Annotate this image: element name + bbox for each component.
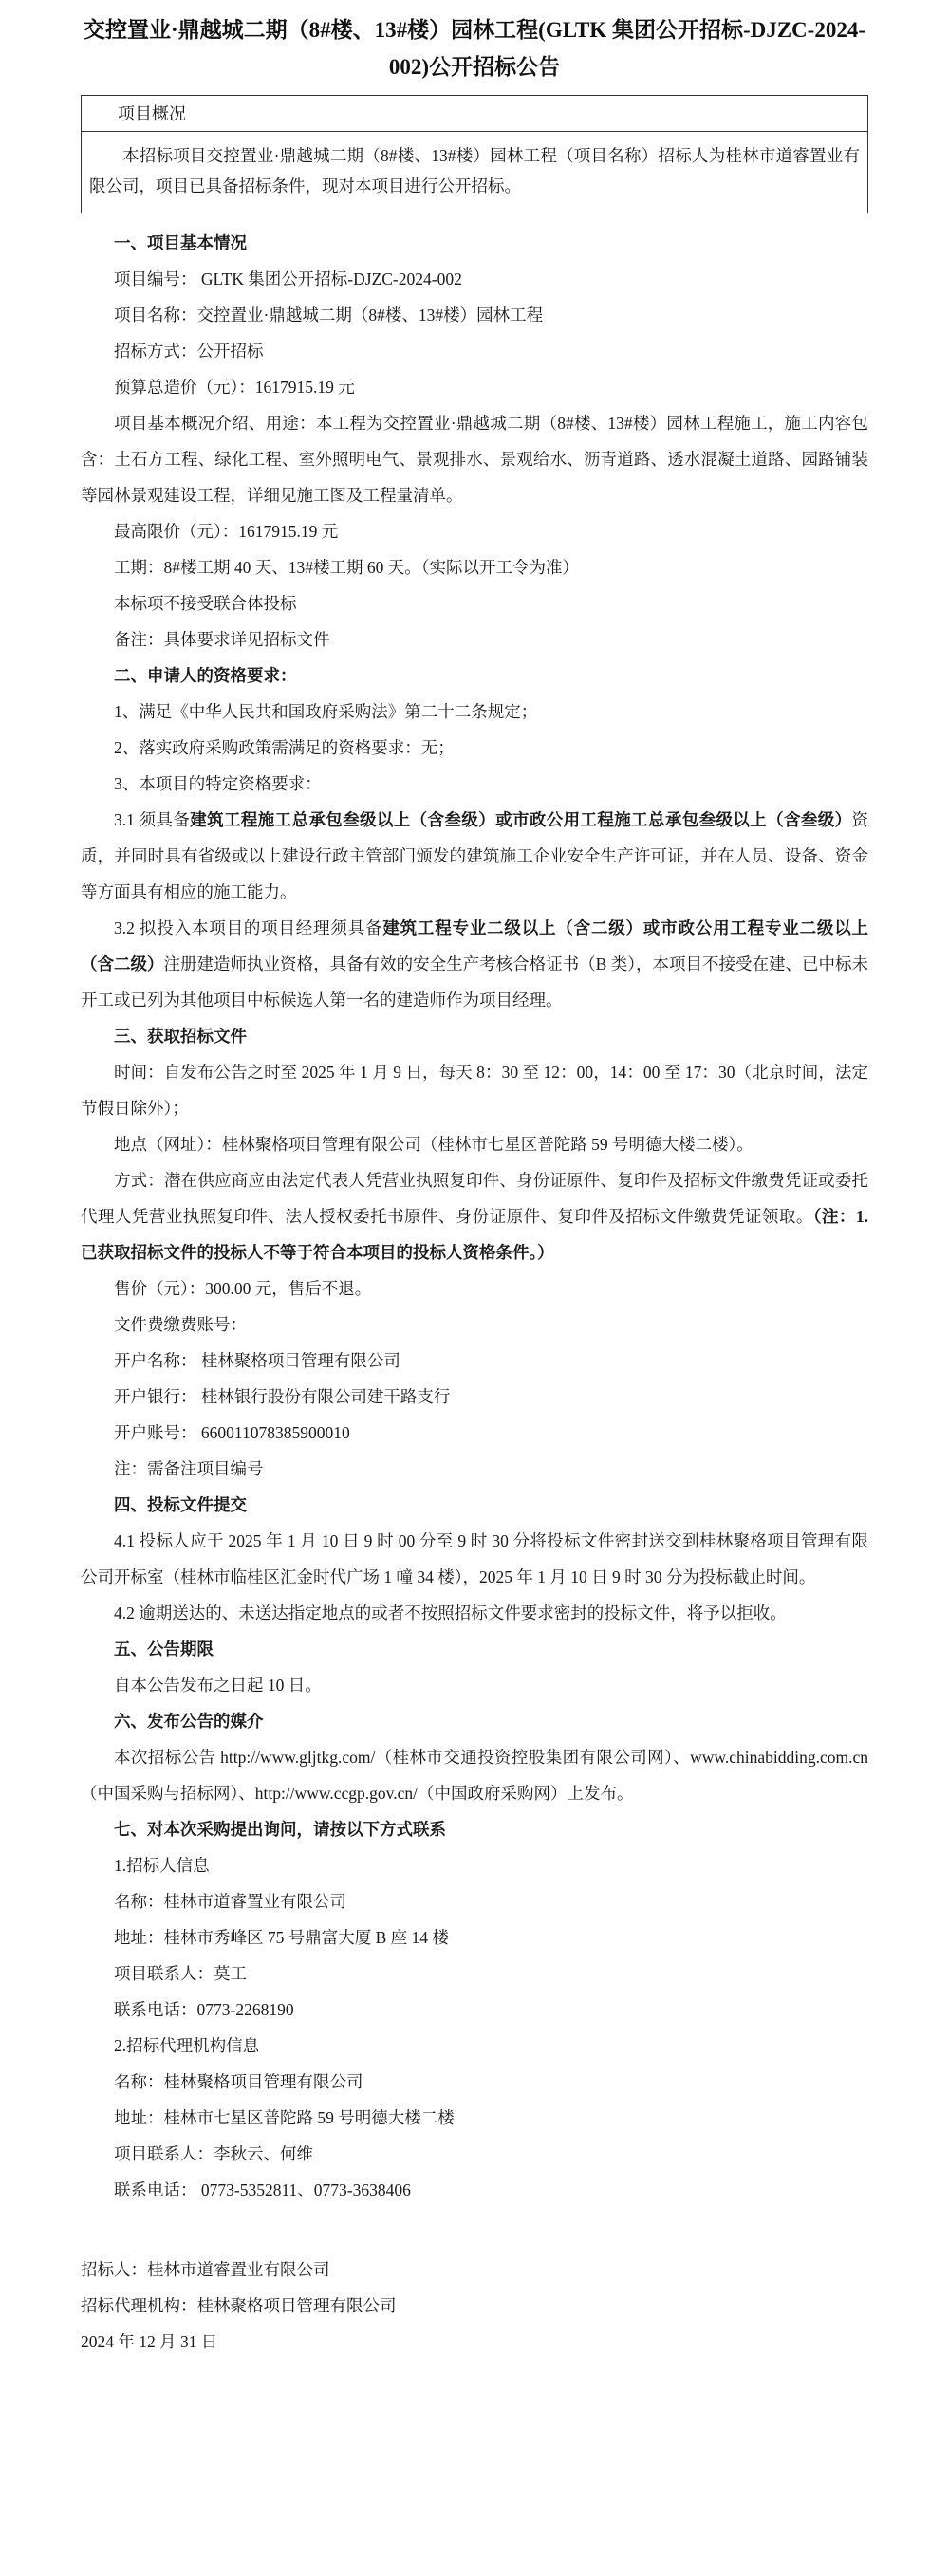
text-run: 备注：具体要求详见招标文件 [114,630,330,649]
text-run: 二、申请人的资格要求： [114,666,297,685]
text-run: 开户名称： 桂林聚格项目管理有限公司 [114,1351,400,1370]
section-heading [81,1631,868,1667]
text-run: 项目编号： GLTK 集团公开招标-DJZC-2024-002 [114,269,462,288]
paragraph [81,1955,868,1992]
paragraph [81,1415,868,1451]
text-run: 三、获取招标文件 [114,1027,247,1046]
text-run: 时间：自发布公告之时至 2025 年 1 月 9 日，每天 8：30 至 12：00，14：00 至 17：30（北京时间，法定节假日除外）； [81,1063,868,1118]
paragraph [81,297,868,333]
text-run: 预算总造价（元）：1617915.19 元 [114,378,355,397]
text-run: 六、发布公告的媒介 [114,1712,264,1731]
emphasized-text: 建筑工程专业二级以上（含二级）或市政公用工程专业二级以上（含二级） [81,918,869,973]
signature-block [81,2252,868,2360]
text-run: 联系电话：0773-2268190 [114,2000,294,2019]
text-run: 自本公告发布之日起 10 日。 [114,1676,322,1695]
text-run: 项目联系人：李秋云、何维 [114,2144,313,2163]
emphasized-text: （注：1. 已获取招标文件的投标人不等于符合本项目的投标人资格条件。） [81,1207,869,1262]
text-run: 五、公告期限 [114,1640,214,1659]
section-heading [81,1703,868,1739]
agency-signature-line: 招标代理机构：桂林聚格项目管理有限公司 [81,2296,397,2315]
paragraph [81,1054,868,1126]
paragraph [81,1379,868,1415]
text-run: 文件费缴费账号： [114,1315,247,1334]
text-run: 4.1 投标人应于 2025 年 1 月 10 日 9 时 00 分至 9 时 30 分将投标文件密封送交到桂林聚格项目管理有限公司开标室（桂林市临桂区汇金时代广场 1 幢 34 楼），2025 年 1 月 10 日 9 时 30 分为投标截止时间。 [81,1531,868,1586]
paragraph [81,1992,868,2028]
text-run: 本次招标公告 http://www.gljtkg.com/（桂林市交通投资控股集团有限公司网）、www.chinabidding.com.cn（中国采购与招标网）、http://www.ccgp.gov.cn/（中国政府采购网）上发布。 [81,1748,868,1803]
text-run: 一、项目基本情况 [114,233,247,252]
paragraph [81,1739,868,1811]
paragraph [81,1451,868,1487]
paragraph [81,1847,868,1883]
text-run: 4.2 逾期送达的、未送达指定地点的或者不按照招标文件要求密封的投标文件，将予以拒收。 [114,1603,787,1622]
paragraph [81,1162,868,1270]
text-run: 售价（元）：300.00 元，售后不退。 [114,1279,372,1298]
text-run: 地址：桂林市秀峰区 75 号鼎富大厦 B 座 14 楼 [114,1928,449,1947]
text-run: 资质，并同时具有省级或以上建设行政主管部门颁发的建筑施工企业安全生产许可证，并在人员、设备、资金等方面具有相应的施工能力。 [81,810,869,901]
text-run: 2、落实政府采购政策需满足的资格要求：无； [114,738,455,757]
paragraph [81,1595,868,1631]
text-run: 3.1 须具备 [114,810,191,829]
paragraph [81,1343,868,1379]
paragraph [81,621,868,658]
paragraph [81,513,868,549]
text-run: 1、满足《中华人民共和国政府采购法》第二十二条规定； [114,702,538,721]
paragraph [81,2100,868,2136]
paragraph [81,2136,868,2172]
project-overview-box [81,95,868,213]
section-heading [81,1811,868,1847]
text-run: 注册建造师执业资格，具备有效的安全生产考核合格证书（B 类），本项目不接受在建、已中标未开工或已列为其他项目中标候选人第一名的建造师作为项目经理。 [81,954,869,1010]
paragraph [81,333,868,369]
text-run: 七、对本次采购提出询问，请按以下方式联系 [114,1820,446,1839]
text-run: 开户银行： 桂林银行股份有限公司建干路支行 [114,1387,451,1406]
text-run: 地点（网址）：桂林聚格项目管理有限公司（桂林市七星区普陀路 59 号明德大楼二楼）。 [114,1135,754,1154]
section-heading [81,658,868,694]
emphasized-text: 建筑工程施工总承包叁级以上（含叁级）或市政公用工程施工总承包叁级以上（含叁级） [190,810,852,829]
paragraph [81,1126,868,1162]
paragraph [81,2172,868,2208]
overview-box-label: 项目概况 [82,96,867,132]
bidder-signature-line: 招标人：桂林市道睿置业有限公司 [81,2260,330,2279]
paragraph [81,369,868,405]
text-run: 四、投标文件提交 [114,1495,247,1514]
text-run: 注：需备注项目编号 [114,1459,264,1478]
text-run: 工期：8#楼工期 40 天、13#楼工期 60 天。（实际以开工令为准） [114,558,579,577]
text-run: 3.2 拟投入本项目的项目经理须具备 [114,918,383,937]
text-run: 最高限价（元）：1617915.19 元 [114,522,339,541]
paragraph [81,1523,868,1595]
paragraph [81,1270,868,1307]
paragraph [81,549,868,585]
section-heading [81,1018,868,1054]
text-run: 项目名称：交控置业·鼎越城二期（8#楼、13#楼）园林工程 [114,306,544,324]
paragraph [81,766,868,802]
text-run: 开户账号： 660011078385900010 [114,1423,350,1442]
text-run: 2.招标代理机构信息 [114,2036,260,2055]
paragraph [81,585,868,621]
paragraph [81,1883,868,1919]
paragraph [81,261,868,297]
text-run: 名称：桂林市道睿置业有限公司 [114,1892,346,1911]
document-body [81,225,868,2208]
overview-box-body: 本招标项目交控置业·鼎越城二期（8#楼、13#楼）园林工程（项目名称）招标人为桂林市道睿置业有限公司，项目已具备招标条件，现对本项目进行公开招标。 [89,146,860,195]
paragraph [81,694,868,730]
text-run: 3、本项目的特定资格要求： [114,774,322,793]
paragraph [81,1667,868,1703]
announcement-date: 2024 年 12 月 31 日 [81,2332,218,2351]
paragraph [81,730,868,766]
text-run: 本标项不接受联合体投标 [114,594,297,613]
text-run: 项目基本概况介绍、用途：本工程为交控置业·鼎越城二期（8#楼、13#楼）园林工程施工，施工内容包含：土石方工程、绿化工程、室外照明电气、景观排水、景观给水、沥青道路、透水混凝土道路、园路铺装等园林景观建设工程，详细见施工图及工程量清单。 [81,414,868,505]
text-run: 联系电话： 0773-5352811、0773-3638406 [114,2180,411,2199]
paragraph [81,2028,868,2064]
paragraph [81,1919,868,1955]
paragraph [81,2064,868,2100]
text-run: 名称：桂林聚格项目管理有限公司 [114,2072,363,2091]
text-run: 招标方式：公开招标 [114,342,264,361]
paragraph [81,802,868,910]
text-run: 方式：潜在供应商应由法定代表人凭营业执照复印件、身份证原件、复印件及招标文件缴费凭证或委托代理人凭营业执照复印件、法人授权委托书原件、身份证原件、复印件及招标文件缴费凭证领取。 [81,1171,868,1226]
section-heading [81,1487,868,1523]
paragraph [81,405,868,513]
section-heading [81,225,868,261]
text-run: 1.招标人信息 [114,1856,210,1875]
page-title: 交控置业·鼎越城二期（8#楼、13#楼）园林工程(GLTK 集团公开招标-DJZC-2024-002)公开招标公告 [84,18,865,79]
paragraph [81,910,868,1018]
paragraph [81,1307,868,1343]
text-run: 地址：桂林市七星区普陀路 59 号明德大楼二楼 [114,2108,455,2127]
text-run: 项目联系人：莫工 [114,1964,247,1983]
